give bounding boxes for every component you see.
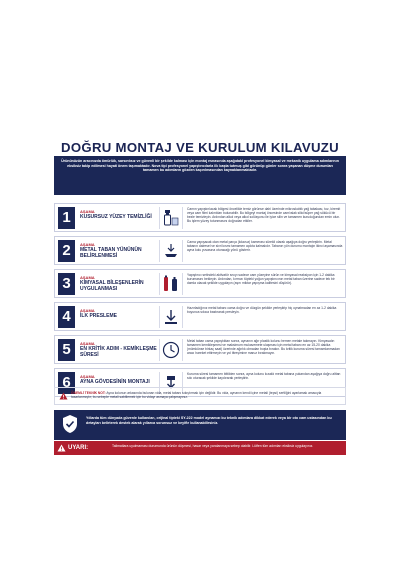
step-title: KUSURSUZ YÜZEY TEMİZLİĞİ (80, 214, 152, 220)
step-title: EN KRİTİK ADIM - KEMİKLEŞME SÜRESİ (80, 346, 157, 358)
step-number: 1 (58, 207, 75, 229)
step-number: 5 (58, 339, 75, 361)
metal-base-icon (159, 240, 183, 262)
step-number: 6 (58, 372, 75, 394)
step-description: Yapıştırıcı setindeki aktivatör sıvıyı sadece cam yüzeyine sürün ve kimyasal reaksiyon için 1-2 dakika kurumasını bekleyin. Ardından, kırmızı tüpteki yoğun yapıştırıcının metal taban üzerine sadece tek bir damla olacak şekilde uygulayın (aşırı miktar yapışma kalitesini düşürür). (187, 273, 335, 286)
step-number: 2 (58, 240, 75, 262)
step-stage: AŞAMA (80, 209, 95, 214)
step-title: METAL TABAN YÜNÜNÜN BELİRLENMESİ (80, 247, 142, 259)
guarantee-text: Yıllarda tüm dünyada güvenle kullanılan, orijinal tipteki SY-222 model aynamızı bu teknik adımlara dikkat ederek veya bir oto cam ustasından bu detayları belirterek destek alarak yıllarca sorunsuz ve keyifle kullanabilirsiniz. (86, 416, 332, 425)
guarantee-banner (54, 410, 346, 440)
note-heading: ÖNEMLİ TEKNİK NOT: (71, 391, 106, 395)
step-stage: AŞAMA (80, 242, 95, 247)
step-stage: AŞAMA (80, 275, 95, 280)
step-1 (54, 203, 346, 232)
adhesive-tube-icon (159, 273, 183, 295)
warning-text: Talimatlara uyulmaması durumunda ürünün düşmesi, hasar veya yaralanmaya sebep olabilir. Lütfen tüm adımları eksiksiz uygulayınız. (112, 443, 314, 448)
step-number: 4 (58, 306, 75, 328)
warning-triangle-icon (59, 392, 68, 401)
step-description: Kuruma süresi tamamen bittikten sonra, ayna kolunu kızaklı metal tabana yukarıdan aşağıya doğru alttan sıkı oturacak şekilde kaydırarak yerleştirin. (187, 372, 341, 381)
spray-bottle-icon (159, 207, 183, 229)
step-description: Metal taban cama yapıştıktan sonra, aynanın ağır plastik kolunu hemen metale takmayın. Kimyasalın tamamen kemikleşmesi ve maksimum mukavemete ulaşması için metal tabanı en az 15-20 dakika (mümkünse birkaç saat) üzerinde ağırlık olmadan boşta bırakın. Bu kritik kuruma süresi tamamlanmadan aracı hareket ettirmeyin ve yol titreşimine maruz bırakmayın. (187, 339, 340, 356)
warning-heading: UYARI: (68, 445, 89, 451)
shield-check-icon (62, 414, 78, 436)
step-description: Camın yapıştırılacak bölgesi öncelikle temiz görünse dahi üzerinde mikroskobik yağ tabakası, toz, kiremit veya cam filmi kalıntıları bulunabilir. Bu bölgeyi montaj öncesinde cam/ıslak silici/süper yağ sökücü bir bezle temizleyin. Ardından alkol veya alkol solüsyonu ile iyice silin ve tamamen kuruduğundan emin olun. Bu işlem yüzey tutunmasını doğrudan etkiler. (187, 207, 341, 224)
step-stage: AŞAMA (80, 374, 95, 379)
step-description: Cama yapışacak olan metal parça (kılavuz) kamerası sürekli olarak aşağıya doğru yerleştirin. Metal tabanın dairesel ve sivri kısmı tamamen açıkta kalmalıdır. Tabanın yön durumu montajın ikinci aşamasında ayna kolu yuvasına oturacağı yönü gösterir. (187, 240, 343, 253)
step-stage: AŞAMA (80, 308, 95, 313)
warning-banner (54, 441, 346, 455)
step-stage: AŞAMA (80, 341, 95, 346)
note-text: Ayna kolunun arkasında bulunan vida, metal tabanı sıkıştırmak için değildir. Bu vida, aynanın kendi içine metali (tepsi) sertliğini ayarlamak amacıyla tasarlanmıştır; bu sebeple metali sabitlemek için bu vidayı asmaya çalışmayınız. (71, 391, 322, 400)
page-title: DOĞRU MONTAJ VE KURULUM KILAVUZU (61, 140, 339, 155)
step-5 (54, 335, 346, 364)
step-title: KİMYASAL BİLEŞENLERİN UYGULANMASI (80, 280, 144, 292)
warning-triangle-icon (57, 444, 66, 453)
press-arrow-icon (159, 306, 183, 328)
step-title: İLK PRESLEME (80, 313, 117, 319)
step-3 (54, 269, 346, 298)
technical-note (54, 387, 346, 405)
step-2 (54, 236, 346, 265)
intro-banner: Ürününüzün aracınızda ömürlük, sarsıntısız ve güvenli bir şekilde kalması için montaj esnasında aşağıdaki profesyonel kimyasal ve mekanik uygulama adımlarının eksiksiz takip edilmesi hayati önem taşımaktadır. Nova tipi profesyonel yapıştırıcılarla ilk başta tutmuş gibi görünüp günler sonra yaşanan düşme durumları tamamen bu adımların gözden kaçırılmasından kaynaklanmaktadır. (54, 156, 346, 195)
clock-icon (159, 339, 183, 361)
step-4 (54, 302, 346, 331)
steps-list (54, 203, 346, 401)
step-number: 3 (58, 273, 75, 295)
step-title: AYNA GÖVDESİNİN MONTAJI (80, 379, 150, 385)
step-description: Hazırladığınız metal tabanı cama doğru ve düzgün şekilde yerleştirip hiç oynatmadan en az 1-2 dakika boyunca sıkıca bastırarak presleyin. (187, 306, 337, 315)
